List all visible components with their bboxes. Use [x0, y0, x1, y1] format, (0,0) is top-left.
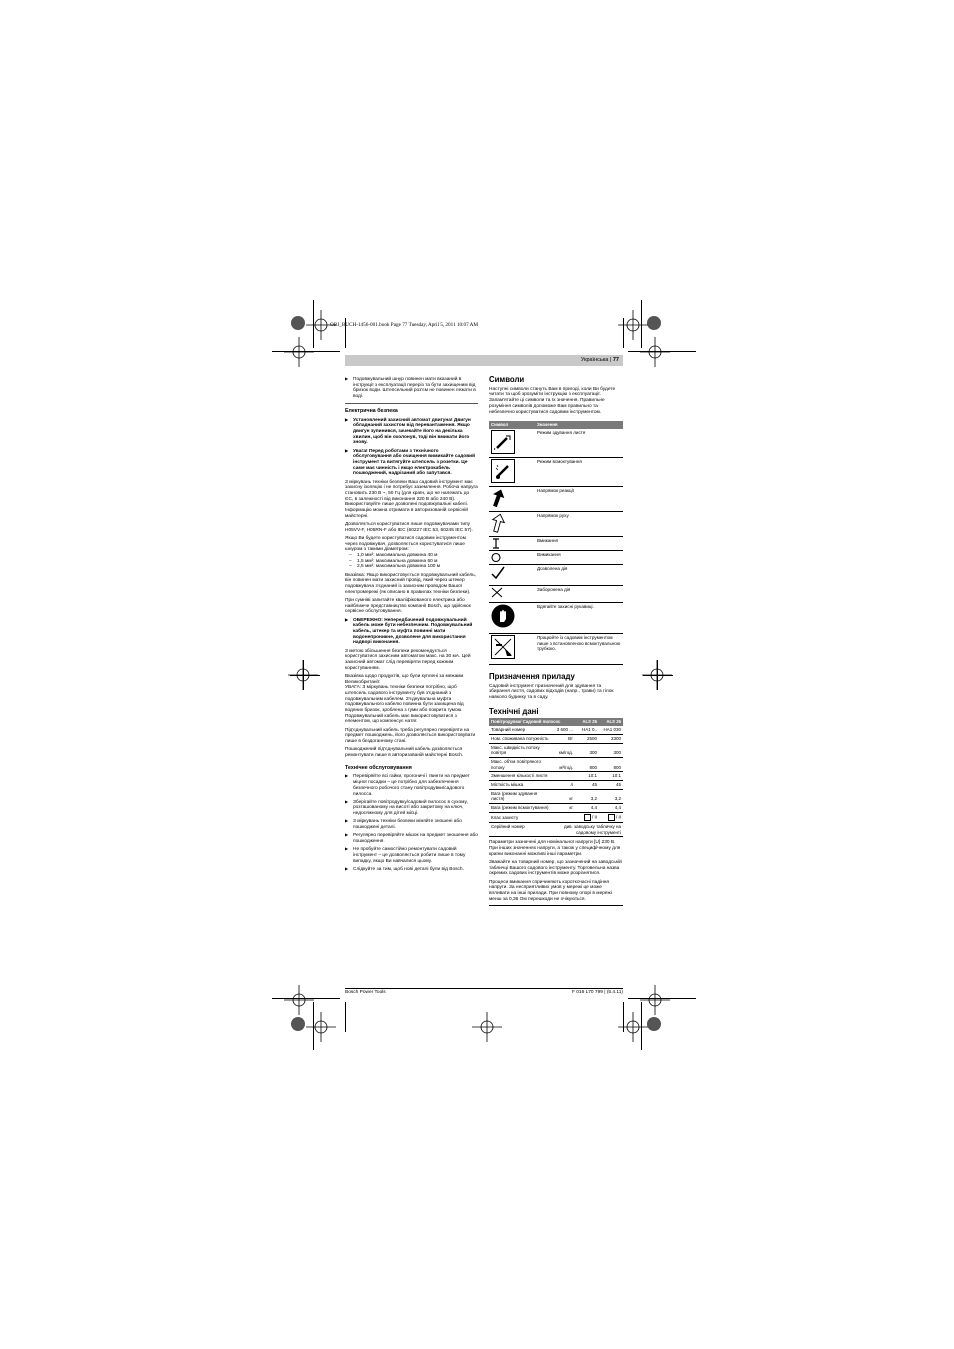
paragraph: При сумніві запитайте кваліфікованого електрика або найближче представництво компанії Bosch, що здійснює сервісне обслуговування. [345, 597, 472, 615]
prohibited-action-icon [491, 587, 503, 598]
gloves-icon [491, 604, 515, 628]
symbol-meaning: Напрямок реакції [535, 486, 623, 511]
maintenance-bullet: ▶ Не пробуйте самостійно ремонтувати садовий інструмент – це дозволяється робити лише в тому випадку, якщо Ви навчалися цьому. [345, 847, 478, 864]
registration-dot-icon [291, 1017, 305, 1031]
switch-on-icon [491, 538, 503, 549]
electrical-bullet: ▶ Увага! Перед роботами з технічного обслуговування або очищення вимикайте садовий інструмент та витягуйте штепсель з розетки. Це саме має чинність і якщо електрокабель пошкоджений, надрізаний або запутався. [345, 449, 478, 478]
symbol-meaning: Вимикання [535, 550, 623, 564]
section-heading-symbols: Символи [489, 375, 525, 384]
section-heading-maintenance: Технічне обслуговування [345, 764, 412, 771]
tech-data-table [489, 718, 623, 837]
maintenance-bullet: ▶ З міркувань техніки безпеки міняйте зношені або пошкоджені деталі. [345, 819, 478, 830]
table-row [489, 734, 623, 743]
symbols-col-symbol: Символ [489, 421, 535, 429]
dash-item: – 2,5 мм²: максимальна довжина 100 м [345, 564, 478, 570]
blow-mode-icon [491, 430, 515, 454]
registration-mark-icon [618, 310, 648, 340]
dash-item: – 1,5 мм²: максимальна довжина 60 м [345, 559, 478, 565]
table-row [489, 536, 623, 550]
tech-unit: кг [553, 804, 575, 813]
table-row [489, 585, 623, 602]
symbol-meaning: Вдягайте захисні рукавиці. [535, 602, 623, 633]
section-heading-purpose: Призначення приладу [489, 671, 575, 681]
symbol-meaning: Режим здування листя [535, 429, 623, 458]
maintenance-bullet: ▶ Перевіряйте всі гайки, прогоничі і гвинти на предмет міцної посадки – це потрібно для забезпечення безпечного робочого стану повітродувки/садового пилосса. [345, 774, 478, 797]
table-row [489, 726, 623, 734]
tech-label: Зменшення кількості листя [489, 772, 553, 781]
registration-dot-icon [291, 316, 305, 330]
dash-item: – 1,0 мм²: максимальна довжина 40 м [345, 553, 478, 559]
paragraph: Процеси вмикання спричиняють короткочасні падіння напруги. За несприятливих умов у мережі це може впливати на інші прилади. При повному опорі в мережі менш за 0,36 Ом перешкоди не очікуються. [489, 879, 612, 902]
table-row [489, 511, 623, 536]
registration-mark-icon [284, 337, 314, 367]
tech-value: 300 [575, 743, 599, 757]
tech-value: 45 [599, 781, 623, 790]
maintenance-bullet: ▶ Регулярно перевіряйте мішок на предмет зношення або пошкодження. [345, 833, 478, 844]
tech-value: 4,4 [575, 804, 599, 813]
table-row [489, 602, 623, 633]
table-row [489, 633, 623, 664]
tech-value: 800 [599, 757, 623, 771]
divider [489, 905, 623, 906]
divider [345, 403, 478, 404]
paragraph: Під'єднувальний кабель треба регулярно перевіряти на предмет пошкоджень, його дозволяється використовувати лише в бездоганному стані. [345, 727, 476, 745]
file-stamp: OBJ_BUCH-1456-001.book Page 77 Tuesday, April 5, 2011 10:07 AM [330, 322, 479, 328]
tech-value: 300 [599, 743, 623, 757]
table-row [489, 457, 623, 486]
table-row [489, 757, 623, 771]
footer-rule [345, 988, 623, 989]
tech-value: 2300 [599, 734, 623, 743]
registration-mark-icon [618, 1012, 648, 1042]
paragraph: Наступні символи стануть Вам в пригоді, коли Ви будете читати та щоб зрозуміти інструкцію з експлуатації. Запам'ятайте ці символи та їх значення. Правильне розуміння символів допоможе Вам правильно та небезпечно користуватися садовим інструментом. [489, 386, 616, 415]
tech-value: 10:1 [575, 772, 599, 781]
page-header-bar [345, 355, 623, 366]
maintenance-bullet: ▶ Зберігайте повітродувку/садовий пилосос в сухому, розташованому на висоті або закритому на ключ, недосяжному для дітей місці. [345, 800, 478, 817]
tech-label: Макс. об'єм повітряного потоку [489, 757, 553, 771]
tech-label: Товарний номер [489, 726, 553, 734]
paragraph: Садовий інструмент призначений для здування та збирання листя, садових відходів (напр., трави) та гілок навколо будинку та в саду. [489, 683, 614, 701]
table-row [489, 822, 623, 836]
tech-value: HA1 0.. [575, 726, 599, 734]
table-row [489, 743, 623, 757]
paragraph: Пошкоджений під'єднувальний кабель дозволяється ремонтувати лише в авторизованій майстерні Bosch. [345, 747, 464, 758]
paragraph: Якщо Ви будете користуватися садовим інструментом через подовжувач, дозволяється користуватися лише шнуром з такими діаметром: [345, 535, 466, 553]
tech-value: 800 [575, 757, 599, 771]
movement-direction-icon [491, 513, 505, 533]
intro-bullet: ▶ Подовжувальний шнур повинен мати вказаний в інструкції з експлуатації переріз та бути захищеним від бризок води. Штепсельний роз'єм не повинен лежати в воді. [345, 377, 478, 400]
symbol-meaning: Дозволена дія [535, 564, 623, 585]
tech-unit: л [553, 781, 575, 790]
reaction-direction-icon [491, 488, 505, 508]
registration-dot-icon [647, 1017, 661, 1031]
paragraph: Зважайте на товарний номер, що зазначений на заводській табличці Вашого садового інструменту. Торговельна назва окремих садових інструментів може розрізнятися. [489, 859, 622, 877]
tech-value: див. заводську табличку на садовому інструменті [553, 822, 623, 836]
symbol-meaning: Вмикання [535, 536, 623, 550]
table-row [489, 789, 623, 803]
tech-unit: 3 600 ... [553, 726, 575, 734]
tech-value: 4,4 [599, 804, 623, 813]
page-number: 77 [612, 357, 619, 363]
header-language: Українська [580, 357, 609, 363]
registration-mark-icon [288, 660, 318, 690]
tech-label: Клас захисту [489, 812, 553, 822]
registration-mark-icon [640, 985, 670, 1015]
tech-value: HA1 030 [599, 726, 623, 734]
paragraph: З метою збільшення безпеки рекомендується користуватися захисним автоматом макс. на 30 мА. Цей захисний автомат слід перевіряти перед кожним користуванням. [345, 648, 471, 671]
symbol-meaning: Напрямок руху [535, 511, 623, 536]
tech-unit [553, 812, 575, 822]
symbols-col-meaning: Значення [535, 421, 623, 429]
tech-value: / II [591, 814, 597, 820]
paragraph: УВАГА: З міркувань техніки безпеки потрібно, щоб штепсель садового інструменту був з'єднаний з подовжувальним кабелем. З'єднувальна муфта подовжувального кабелю повинна бути захищена від водяних бризок, зроблена з гуми або покрита гумою. Подовжувальний кабель має використовуватися з елементом, що компенсує натяг. [345, 685, 464, 725]
paragraph: З міркувань техніки безпеки Ваш садовий інструмент має захисну ізоляцію і не потребує заземлення. Робоча напруга становить 230 В ~, 50 Гц (для країн, що не належать до ЄС, в залежності від виконання 220 В або 240 В). Використовуйте лише дозволені подовжувальні кабелі. Інформацію можна отримати в авторизованій сервісній майстерні. [345, 479, 478, 519]
tech-header-model: ALS 25 [599, 718, 623, 726]
table-row [489, 781, 623, 790]
paragraph: Вказівка: Якщо використовується подовжувальний кабель, він повинен мати захисний провід, який через штекер подовжувача з'єднаний із захисним проводом Вашої електромережі (як описано в правилах техніки безпеки). [345, 572, 477, 595]
paragraph: Вказівка щодо продуктів, що були куплені за межами Великобританії: [345, 673, 464, 685]
table-row [489, 564, 623, 585]
protection-class-icon [608, 814, 615, 821]
tech-header-label: Повітродувка/ Садовий пилосос [489, 718, 575, 726]
symbols-table [489, 421, 623, 665]
tech-label: Вага (режим всмоктування) [489, 804, 553, 813]
tech-label: Вага (режим здування листя) [489, 789, 553, 803]
tech-label: Місткість мішка [489, 781, 553, 790]
registration-dot-icon [647, 316, 661, 330]
paragraph: Дозволяється користуватися лише подовжувачами типу H05VV-F, H05RN-F або IEC (60227 IEC 53, 60245 IEC 57). [345, 521, 473, 533]
tech-unit: м³/год. [553, 757, 575, 771]
table-row [489, 486, 623, 511]
right-column [489, 377, 623, 909]
tech-value: 10:1 [599, 772, 623, 781]
tech-label: Макс. швидкість потоку повітря [489, 743, 553, 757]
electrical-bullet: ▶ Установлений захисний автомат двигуна! Двигун обладнаний захистом від перевантаження. Якщо двигун зупинився, зачекайте його на декілька хвилин, щоб він охолонув, тоді він вмикати його знову. [345, 418, 478, 447]
tech-value: 45 [575, 781, 599, 790]
table-row [489, 550, 623, 564]
table-row [489, 804, 623, 813]
tech-value: 3,2 [599, 789, 623, 803]
paragraph: Параметри зазначені для номінальної напруги [U] 230 В. При інших значеннях напруги, а також у специфічному для країни виконанні можливі інші параметри. [489, 840, 621, 857]
warning-bullet: ▶ ОБЕРЕЖНО: Непередбачений подовжувальний кабель може бути небезпечним. Подовжувальний кабель, штекер та муфта повинні мати водонепроникне, дозволене для використання надворі виконання. [345, 618, 478, 647]
section-heading-tech: Технічні дані [489, 706, 539, 716]
symbol-meaning: Режим всмоктування [535, 457, 623, 486]
permitted-action-icon [491, 566, 505, 580]
registration-mark-icon [306, 1012, 336, 1042]
symbol-meaning: Працюйте із садовим інструментом лише з встановленою всмоктувальною трубкою. [535, 633, 623, 664]
tech-unit: км/год. [553, 743, 575, 757]
footer-docnumber: F 016 L70 799 | (5.4.11) [571, 990, 623, 995]
registration-mark-icon [472, 1012, 502, 1042]
registration-mark-icon [284, 985, 314, 1015]
section-heading-electrical: Електрична безпека [345, 407, 398, 414]
tech-unit: кг [553, 789, 575, 803]
protection-class-icon [584, 814, 591, 821]
tech-value: 3,2 [575, 789, 599, 803]
left-column [345, 377, 478, 875]
tech-label: Ном. споживана потужність [489, 734, 553, 743]
tech-label: Серійний номер [489, 822, 553, 836]
switch-off-icon [491, 552, 503, 563]
footer-brand: Bosch Power Tools [345, 990, 386, 995]
registration-mark-icon [640, 337, 670, 367]
page-header: Українська | 77 [580, 357, 619, 363]
tech-value: 2500 [575, 734, 599, 743]
table-row [489, 772, 623, 781]
table-row [489, 429, 623, 458]
tech-unit [553, 772, 575, 781]
table-row [489, 812, 623, 822]
maintenance-bullet: ▶ Слідкуйте за тим, щоб нові деталі були від Bosch. [345, 867, 478, 873]
tech-unit: Вт [553, 734, 575, 743]
symbol-meaning: Заборонена дія [535, 585, 623, 602]
registration-mark-icon [642, 660, 672, 690]
tube-warning-icon [491, 635, 515, 659]
vacuum-mode-icon [491, 459, 515, 483]
tech-header-model: ALS 25 [575, 718, 599, 726]
tech-value: / II [615, 814, 621, 820]
